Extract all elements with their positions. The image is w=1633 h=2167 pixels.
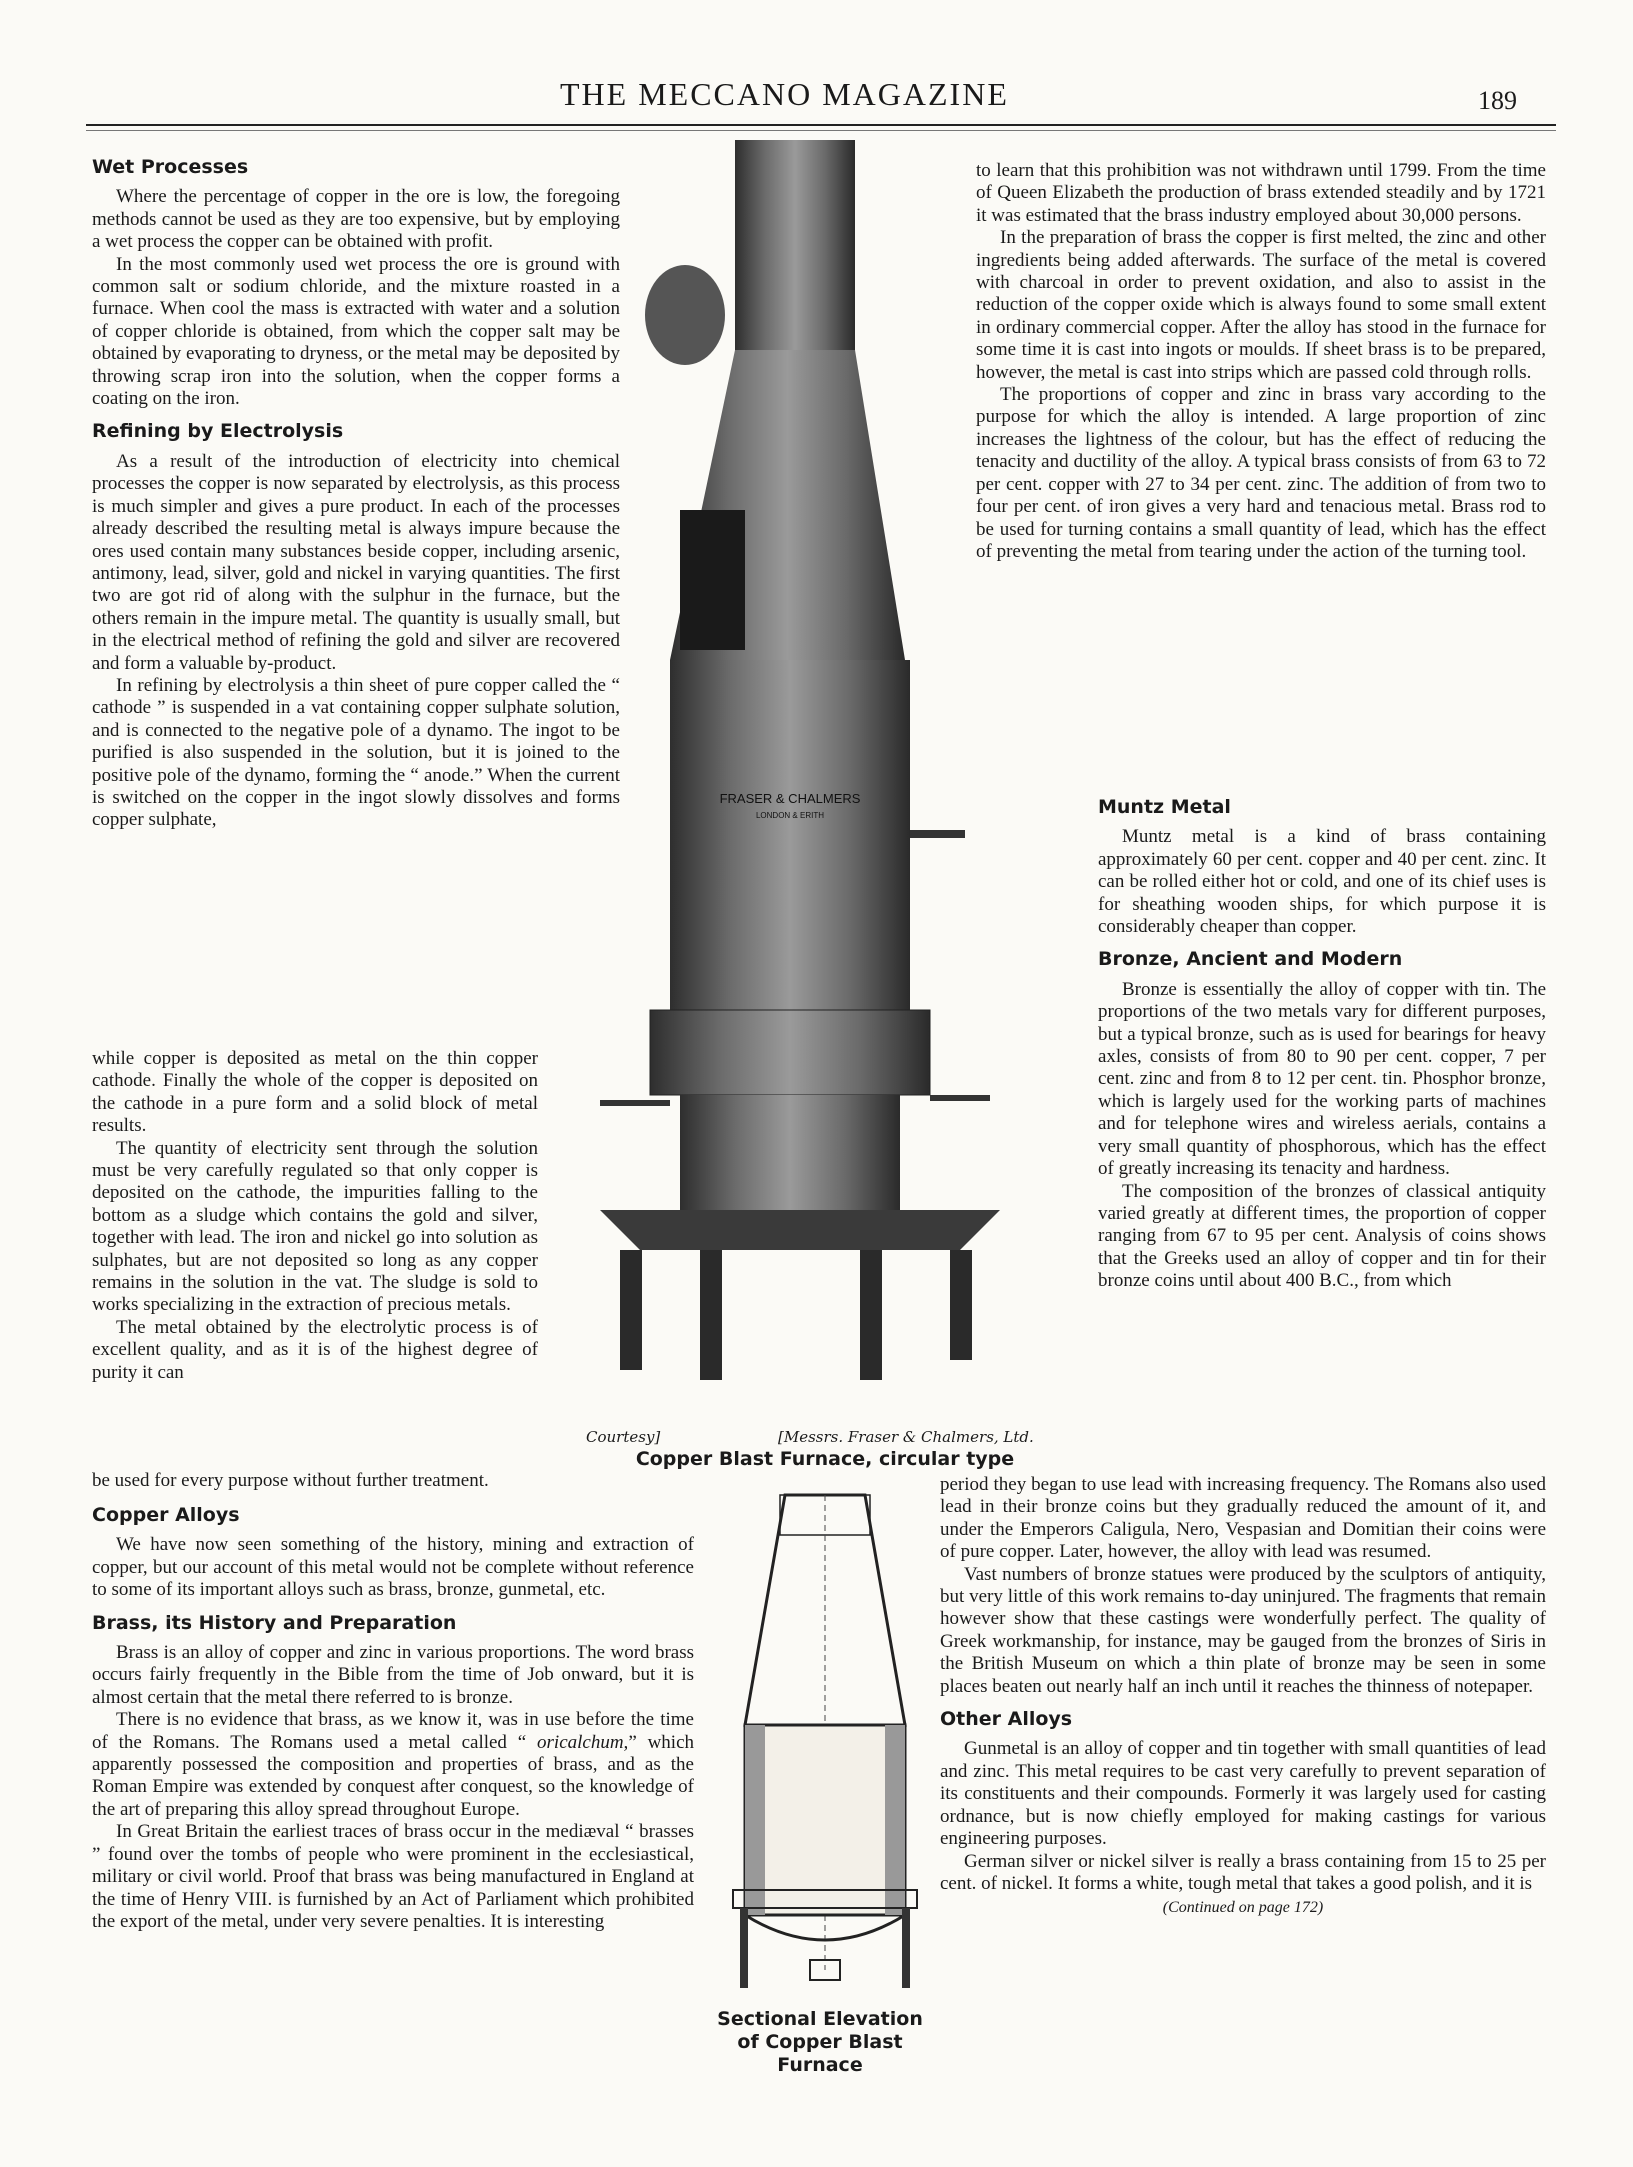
paragraph: Gunmetal is an alloy of copper and tin together with small quantities of lead and zinc. This metal requires to be cast very carefully to prevent separation of its constituents and their compounds. Formerly it was largely used for casting ordnance, but is now chiefly employed for making castings for various engineering purposes. [940,1738,1546,1850]
paragraph: As a result of the introduction of electricity into chemical processes the copper is now separated by electrolysis, as this process is much simpler and gives a pure product. In each of the processes already described the resulting metal is always impure because the ores used contain many substances beside copper, including arsenic, antimony, lead, silver, gold and nickel in varying quantities. The first two are got rid of along with the sulphur in the furnace, but the others remain in the impure metal. The quantity is usually small, but in the electrical method of refining the gold and silver are recovered and form a valuable by-product. [92,450,620,674]
paragraph: In Great Britain the earliest traces of brass occur in the mediæval “ brasses ” found over the tombs of people who were prominent in the ecclesiastical, military or civil world. Proof that brass was being manufactured in England at the time of Henry VIII. is furnished by an Act of Parliament which prohibited the export of the metal, under very severe penalties. It is interesting [92,1821,694,1932]
paragraph: The metal obtained by the electrolytic process is of excellent quality, and as it is of the highest degree of purity it can [92,1316,538,1383]
figure-furnace-photo [580,140,1080,1425]
figure1-credit-left: Courtesy] [586,1428,661,1446]
figure2-caption-line: Sectional Elevation [717,2008,923,2030]
paragraph: In refining by electrolysis a thin sheet of pure copper called the “ cathode ” is suspended in a vat containing copper sulphate solution, and is connected to the negative pole of a dynamo. The ingot to be purified is also suspended in the solution, but it is joined to the positive pole of the dynamo, forming the “ anode.” When the current is switched on the copper in the ingot slowly dissolves and forms copper sulphate, [92,674,620,831]
left-column-middle [92,1048,538,1384]
heading-refining: Refining by Electrolysis [92,420,344,443]
paragraph: The proportions of copper and zinc in brass vary according to the purpose for which the alloy is intended. A large proportion of zinc increases the lightness of the colour, but has the effect of reducing the tenacity and ductility of the alloy. A typical brass consists of from 63 to 72 per cent. copper with 27 to 34 per cent. zinc. The addition of from two to four per cent. of iron gives a very hard and tenacious metal. Brass rod to be used for turning contains a small quantity of lead, which has the effect of preventing the metal from tearing under the action of the turning tool. [976,384,1546,562]
figure1-caption: Copper Blast Furnace, circular type [635,1448,1015,1470]
continued-note: (Continued on page 172) [1162,1899,1324,1917]
paragraph: be used for every purpose without further treatment. [92,1470,489,1491]
paragraph: Where the percentage of copper in the ore is low, the foregoing methods cannot be used as they are too expensive, but by employing a wet process the copper can be obtained with profit. [92,186,620,253]
paragraph: period they began to use lead with increasing frequency. The Romans also used lead in their bronze coins but they gradually reduced the amount of it, and under the Emperors Caligula, Nero, Vespasian and Domitian their coins were of pure copper. Later, however, the alloy with lead was resumed. [940,1474,1546,1563]
text-run-italic: oricalchum, [537,1731,629,1753]
text-run: There is no evidence that brass, as we know it, was in use before the time of the Romans. The Romans used a metal called “ [92,1709,694,1753]
paragraph: The composition of the bronzes of classical antiquity varied greatly at different times, the proportion of copper ranging from 67 to 95 per cent. Analysis of coins shows that the Greeks used an alloy of copper and tin for their bronze coins until about 400 B.C., from which [1098,1180,1546,1292]
paragraph: Bronze is essentially the alloy of copper with tin. The proportions of the two metals vary for different purposes, but a typical bronze, such as is used for bearings for heavy axles, consists of from 80 to 90 per cent. copper, 7 per cent. zinc and from 8 to 12 per cent. tin. Phosphor bronze, which is largely used for the working parts of machines and for telephone wires and wireless aerials, contains a very small quantity of phosphorous, which has the effect of greatly increasing its tenacity and hardness. [1098,978,1546,1180]
paragraph: German silver or nickel silver is really a brass containing from 15 to 25 per cent. of nickel. It forms a white, tough metal that takes a good polish, and it is [940,1850,1546,1894]
running-title: THE MECCANO MAGAZINE [560,76,1009,112]
paragraph: to learn that this prohibition was not withdrawn until 1799. From the time of Queen Elizabeth the production of brass extended steadily and by 1721 it was estimated that the brass industry employed about 30,000 persons. [976,160,1546,226]
figure2-caption-line: Furnace [777,2054,863,2076]
figure2-caption [700,2008,940,2077]
paragraph: Vast numbers of bronze statues were produced by the sculptors of antiquity, but very little of this work remains to-day uninjured. The fragments that remain however show that these castings were wonderfully perfect. The quality of Greek workmanship, for instance, may be gauged from the bronzes of Siris in the British Museum on which a thin plate of bronze may be seen in some places beaten out nearly half an inch until it reaches the thinness of notepaper. [940,1563,1546,1697]
paragraph: We have now seen something of the history, mining and extraction of copper, but our account of this metal would not be complete without reference to some of its important alloys such as brass, bronze, gunmetal, etc. [92,1534,694,1601]
figure1-credit-right: [Messrs. Fraser & Chalmers, Ltd. [778,1428,1034,1446]
left-column-tail [92,1470,652,1492]
heading-wet-processes: Wet Processes [92,156,249,178]
heading-brass: Brass, its History and Preparation [92,1611,457,1634]
left-column-bottom [92,1494,694,1933]
right-column-middle [1098,786,1546,1293]
right-column-bottom [940,1474,1546,1920]
figure-sectional-elevation [715,1490,935,2010]
text-run: ” which apparently possessed the composition and properties of brass, and as the Roman Empire was extended by conquest after conquest, so the knowledge of the art of preparing this alloy spread throughout Europe. [92,1731,694,1820]
nameplate-text: FRASER & CHALMERS [719,791,861,806]
nameplate-subtext: LONDON & ERITH [755,811,825,820]
paragraph: In the preparation of brass the copper is first melted, the zinc and other ingredients being added afterwards. The surface of the metal is covered with charcoal in order to prevent oxidation, and also to assist in the reduction of the copper oxide which is always found to some small extent in ordinary commercial copper. After the alloy has stood in the furnace for some time it is cast into ingots or moulds. If sheet brass is to be prepared, however, the metal is cast into strips which are passed cold through rolls. [976,227,1546,383]
heading-other-alloys: Other Alloys [940,1708,1073,1731]
heading-copper-alloys: Copper Alloys [92,1504,240,1526]
header-rule-thin [86,130,1556,131]
paragraph: Muntz metal is a kind of brass containing approximately 60 per cent. copper and 40 per cent. zinc. It can be rolled either hot or cold, and one of its chief uses is for sheathing wooden ships, for which purpose it is considerably cheaper than copper. [1098,826,1546,938]
heading-muntz: Muntz Metal [1098,796,1231,818]
header-rule [86,124,1556,126]
paragraph: In the most commonly used wet process the ore is ground with common salt or sodium chloride, and the mixture roasted in a furnace. When cool the mass is extracted with water and a solution of copper chloride is obtained, from which the copper salt may be obtained by evaporating to dryness, or the metal may be deposited by throwing scrap iron into the solution, when the copper forms a coating on the iron. [92,253,620,410]
heading-bronze: Bronze, Ancient and Modern [1098,948,1403,971]
left-column-top [92,146,620,832]
paragraph: Brass is an alloy of copper and zinc in various proportions. The word brass occurs fairly frequently in the Bible from the time of Job onward, but it is almost certain that the metal there referred to is bronze. [92,1642,694,1708]
figure2-caption-line: of Copper Blast [737,2031,903,2053]
paragraph [92,1709,694,1821]
paragraph: The quantity of electricity sent through the solution must be very carefully regulated so that only copper is deposited on the cathode, the impurities falling to the bottom as a sludge which contains the gold and silver, together with lead. The iron and nickel go into solution as sulphates, but are not deposited so long as any copper remains in the solution in the vat. The sludge is sold to works specializing in the extraction of precious metals. [92,1137,538,1316]
page-number: 189 [1478,86,1517,115]
paragraph: while copper is deposited as metal on the thin copper cathode. Finally the whole of the copper is deposited on the cathode in a pure form and a solid block of metal results. [92,1048,538,1137]
